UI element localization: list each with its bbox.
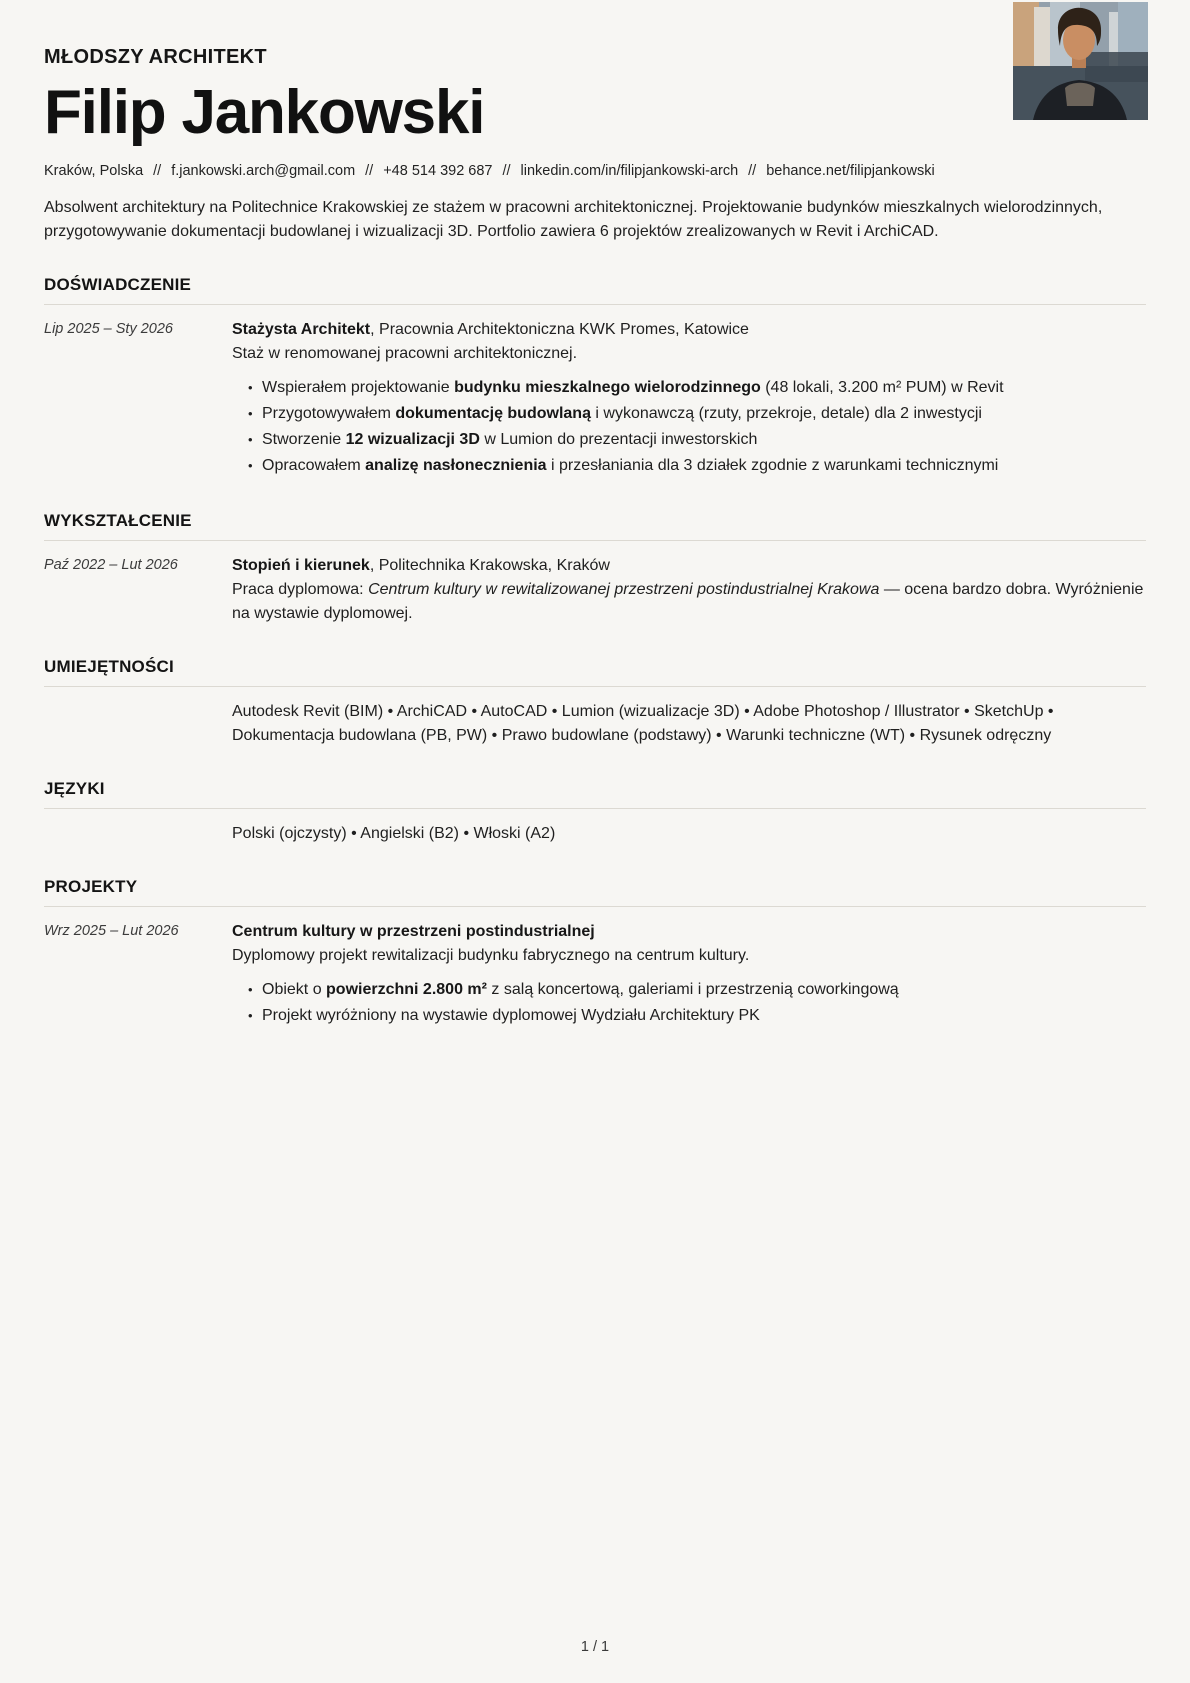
contact-location: Kraków, Polska bbox=[44, 163, 144, 180]
bullet-dot-icon: • bbox=[248, 982, 253, 998]
contact-behance[interactable]: behance.net/filipjankowski bbox=[766, 163, 935, 180]
contact-linkedin[interactable]: linkedin.com/in/filipjankowski-arch bbox=[520, 163, 739, 180]
project-bullet-list bbox=[232, 978, 1146, 1028]
section-heading-languages: JĘZYKI bbox=[44, 779, 105, 799]
bullet-text: z salą koncertową, galeriami i przestrzenią coworkingową bbox=[486, 981, 899, 999]
section-divider bbox=[44, 906, 1146, 907]
project-title-text: Centrum kultury w przestrzeni postindustrialnej bbox=[232, 923, 595, 941]
section-divider bbox=[44, 808, 1146, 809]
contact-email[interactable]: f.jankowski.arch@gmail.com bbox=[171, 163, 356, 180]
list-item bbox=[248, 1004, 1146, 1028]
section-education bbox=[44, 511, 1146, 626]
project-content bbox=[232, 920, 1146, 1030]
list-item bbox=[248, 402, 1146, 426]
bullet-text: Opracowałem bbox=[262, 457, 366, 475]
project-title bbox=[232, 920, 1146, 944]
section-languages bbox=[44, 779, 1146, 846]
bullet-dot-icon: • bbox=[248, 406, 253, 422]
education-thesis bbox=[232, 578, 1146, 626]
contact-separator: // bbox=[153, 163, 162, 180]
section-divider bbox=[44, 686, 1146, 687]
bullet-text: (48 lokali, 3.200 m² PUM) w Revit bbox=[760, 379, 1004, 397]
section-divider bbox=[44, 304, 1146, 305]
experience-content bbox=[232, 318, 1146, 480]
section-experience bbox=[44, 275, 1146, 480]
experience-bullet-list bbox=[232, 376, 1146, 478]
bullet-dot-icon: • bbox=[248, 432, 253, 448]
experience-date-range: Lip 2025 – Sty 2026 bbox=[44, 321, 173, 338]
languages-list: Polski (ojczysty) • Angielski (B2) • Włoski (A2) bbox=[232, 825, 556, 843]
bullet-dot-icon: • bbox=[248, 458, 253, 474]
bullet-text-bold: powierzchni 2.800 m² bbox=[326, 981, 487, 999]
experience-subtitle: Staż w renomowanej pracowni architektonicznej. bbox=[232, 345, 578, 363]
bullet-text: Wspierałem projektowanie bbox=[262, 379, 455, 397]
education-date-range: Paź 2022 – Lut 2026 bbox=[44, 557, 178, 574]
languages-date-spacer bbox=[44, 822, 232, 846]
bullet-dot-icon: • bbox=[248, 380, 253, 396]
thesis-result: — ocena bardzo dobra. Wyróżnienie na wystawie dyplomowej. bbox=[232, 581, 1144, 623]
contact-row bbox=[44, 163, 1146, 179]
section-divider bbox=[44, 540, 1146, 541]
section-projects bbox=[44, 877, 1146, 1030]
bullet-text: i przesłaniania dla 3 działek zgodnie z warunkami technicznymi bbox=[546, 457, 999, 475]
languages-content bbox=[232, 822, 1146, 846]
page-footer bbox=[0, 1639, 1190, 1655]
bullet-text: Projekt wyróżniony na wystawie dyplomowej Wydziału Architektury PK bbox=[262, 1007, 760, 1025]
bullet-text-bold: dokumentację budowlaną bbox=[395, 405, 591, 423]
job-title: Stażysta Architekt bbox=[232, 321, 371, 339]
thesis-label: Praca dyplomowa: bbox=[232, 581, 369, 599]
degree-title: Stopień i kierunek bbox=[232, 557, 370, 575]
bullet-text: Przygotowywałem bbox=[262, 405, 396, 423]
bullet-text-bold: analizę nasłonecznienia bbox=[365, 457, 547, 475]
experience-entry bbox=[44, 318, 1146, 480]
skills-list: Autodesk Revit (BIM) • ArchiCAD • AutoCAD • Lumion (wizualizacje 3D) • Adobe Photoshop / Illustrator • SketchUp • Dokumentacja budowlana (PB, PW) • Prawo budowlane (podstawy) • Warunki techniczne (WT) • Rysunek odręczny bbox=[232, 703, 1054, 745]
education-content bbox=[232, 554, 1146, 626]
contact-separator: // bbox=[502, 163, 511, 180]
languages-entry bbox=[44, 822, 1146, 846]
portrait-illustration bbox=[1013, 2, 1148, 120]
list-item bbox=[248, 428, 1146, 452]
header bbox=[44, 46, 1146, 244]
section-skills bbox=[44, 657, 1146, 748]
person-name: Filip Jankowski bbox=[44, 78, 485, 147]
skills-date-spacer bbox=[44, 700, 232, 748]
experience-title bbox=[232, 318, 1146, 342]
section-heading-skills: UMIEJĘTNOŚCI bbox=[44, 657, 174, 677]
list-item bbox=[248, 454, 1146, 478]
bullet-text-bold: 12 wizualizacji 3D bbox=[345, 431, 480, 449]
bullet-text: Stworzenie bbox=[262, 431, 346, 449]
degree-school: , Politechnika Krakowska, Kraków bbox=[369, 557, 610, 575]
list-item bbox=[248, 376, 1146, 400]
job-company: , Pracownia Architektoniczna KWK Promes, Katowice bbox=[370, 321, 749, 339]
section-heading-experience: DOŚWIADCZENIE bbox=[44, 275, 192, 295]
project-subtitle: Dyplomowy projekt rewitalizacji budynku fabrycznego na centrum kultury. bbox=[232, 947, 750, 965]
list-item bbox=[248, 978, 1146, 1002]
page-number: 1 / 1 bbox=[580, 1639, 610, 1655]
bullet-text: w Lumion do prezentacji inwestorskich bbox=[479, 431, 758, 449]
thesis-title: Centrum kultury w rewitalizowanej przestrzeni postindustrialnej Krakowa bbox=[368, 581, 880, 599]
bullet-dot-icon: • bbox=[248, 1008, 253, 1024]
profile-photo bbox=[1013, 2, 1148, 120]
education-entry bbox=[44, 554, 1146, 626]
skills-entry bbox=[44, 700, 1146, 748]
section-heading-education: WYKSZTAŁCENIE bbox=[44, 511, 192, 531]
contact-phone: +48 514 392 687 bbox=[383, 163, 493, 180]
bullet-text: Obiekt o bbox=[262, 981, 327, 999]
role-label: MŁODSZY ARCHITEKT bbox=[44, 46, 267, 68]
bullet-text: i wykonawczą (rzuty, przekroje, detale) dla 2 inwestycji bbox=[590, 405, 982, 423]
contact-separator: // bbox=[748, 163, 757, 180]
bullet-text-bold: budynku mieszkalnego wielorodzinnego bbox=[454, 379, 761, 397]
project-date-range: Wrz 2025 – Lut 2026 bbox=[44, 923, 179, 940]
education-title bbox=[232, 554, 1146, 578]
skills-content bbox=[232, 700, 1146, 748]
section-heading-projects: PROJEKTY bbox=[44, 877, 138, 897]
project-entry bbox=[44, 920, 1146, 1030]
contact-separator: // bbox=[365, 163, 374, 180]
summary-paragraph: Absolwent architektury na Politechnice Krakowskiej ze stażem w pracowni architektonicznej. Projektowanie budynków mieszkalnych wielorodzinnych, przygotowywanie dokumentacji budowlanej i wizualizacji 3D. Portfolio zawiera 6 projektów zrealizowanych w Revit i ArchiCAD. bbox=[44, 199, 1103, 241]
